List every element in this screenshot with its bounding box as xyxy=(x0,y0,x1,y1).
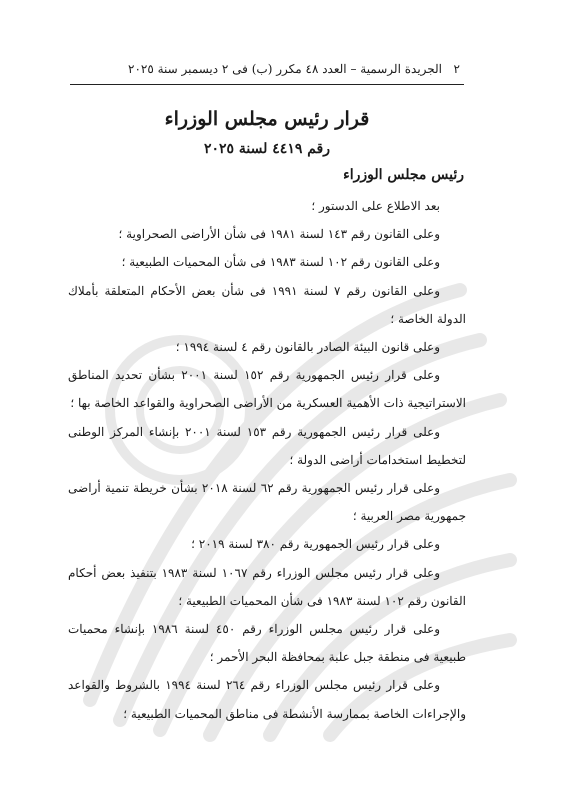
decree-body xyxy=(68,192,466,728)
decree-issuer: رئيس مجلس الوزراء xyxy=(343,167,464,183)
paragraph: وعلى قرار رئيس مجلس الوزراء رقم ٢٦٤ لسنة ١٩٩٤ بالشروط والقواعد والإجراءات الخاصة بممارسة الأنشطة فى مناطق المحميات الطبيعية ؛ xyxy=(68,678,466,721)
paragraph: وعلى قانون البيئة الصادر بالقانون رقم ٤ لسنة ١٩٩٤ ؛ xyxy=(175,340,440,355)
decree-title: قرار رئيس مجلس الوزراء xyxy=(164,108,370,130)
paragraph: وعلى قرار رئيس الجمهورية رقم ١٥٢ لسنة ٢٠٠١ بشأن تحديد المناطق الاستراتيجية ذات الأهمية العسكرية من الأراضى الصحراوية والقواعد الخاصة بها ؛ xyxy=(68,368,466,411)
paragraph: بعد الاطلاع على الدستور ؛ xyxy=(311,199,440,213)
header-divider xyxy=(70,84,464,85)
paragraph: وعلى قرار رئيس مجلس الوزراء رقم ٤٥٠ لسنة ١٩٨٦ بإنشاء محميات طبيعية فى منطقة جبل علبة بمحافظة البحر الأحمر ؛ xyxy=(68,622,466,665)
paragraph: وعلى قرار رئيس الجمهورية رقم ٦٢ لسنة ٢٠١٨ بشأن خريطة تنمية أراضى جمهورية مصر العربية ؛ xyxy=(68,481,466,524)
paragraph: وعلى قرار رئيس مجلس الوزراء رقم ١٠٦٧ لسنة ١٩٨٣ بتنفيذ بعض أحكام القانون رقم ١٠٢ لسنة ١٩٨٣ فى شأن المحميات الطبيعية ؛ xyxy=(68,565,466,608)
paragraph: وعلى قرار رئيس الجمهورية رقم ١٥٣ لسنة ٢٠٠١ بإنشاء المركز الوطنى لتخطيط استخدامات أراضى الدولة ؛ xyxy=(68,424,466,467)
page-header xyxy=(128,60,460,78)
paragraph: وعلى القانون رقم ١٠٢ لسنة ١٩٨٣ فى شأن المحميات الطبيعية ؛ xyxy=(121,255,440,270)
decree-number: رقم ٤٤١٩ لسنة ٢٠٢٥ xyxy=(203,141,331,157)
paragraph: وعلى القانون رقم ١٤٣ لسنة ١٩٨١ فى شأن الأراضى الصحراوية ؛ xyxy=(118,227,440,242)
page-number: ٢ xyxy=(453,62,460,76)
paragraph: وعلى القانون رقم ٧ لسنة ١٩٩١ فى شأن بعض الأحكام المتعلقة بأملاك الدولة الخاصة ؛ xyxy=(68,283,466,326)
paragraph: وعلى قرار رئيس الجمهورية رقم ٣٨٠ لسنة ٢٠١٩ ؛ xyxy=(191,537,440,552)
issue-info: الجريدة الرسمية – العدد ٤٨ مكرر (ب) فى ٢ ديسمبر سنة ٢٠٢٥ xyxy=(128,62,443,76)
